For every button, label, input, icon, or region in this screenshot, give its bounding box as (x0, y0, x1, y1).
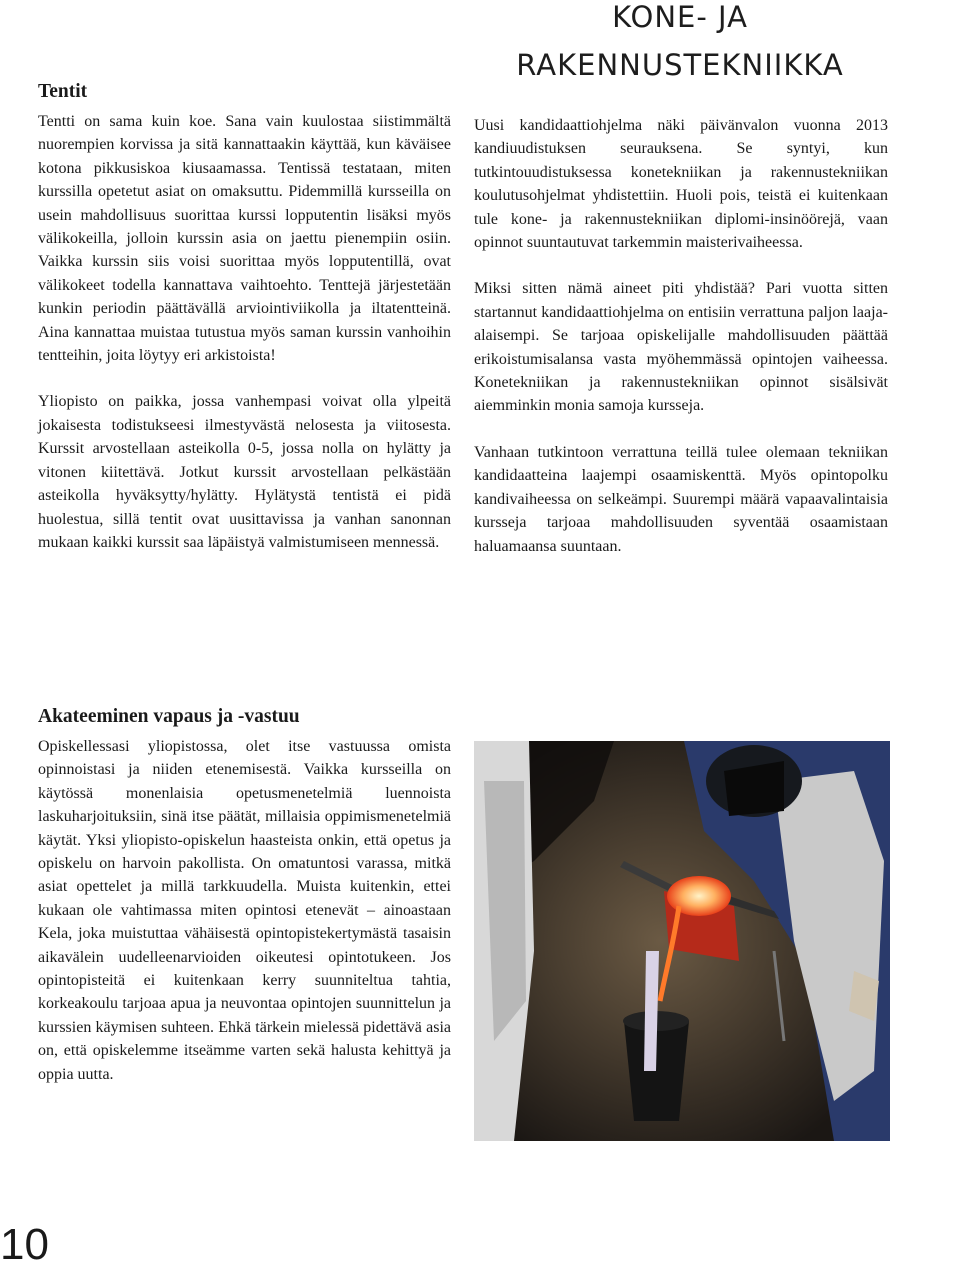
kone-paragraph-2: Miksi sitten nämä aineet piti yhdistää? Pari vuotta sitten startannut kandidaattiohjelma on entisiin verrattuna paljon laaja-alaisempi. Se tarjoaa opiskelijalle mahdollisuuden päättää erikoistumisalansa vasta myöhemmässä opintojen vaiheessa. Konetekniikan ja rakennustekniikan opinnot sisälsivät aiemminkin monia samoja kursseja. (474, 280, 888, 415)
kone-column (474, 114, 888, 558)
section-title-line1: KONE- JA (612, 0, 748, 34)
akateeminen-heading: Akateeminen vapaus ja -vastuu (38, 706, 300, 727)
foundry-illustration (474, 741, 890, 1141)
kone-paragraph-3: Vanhaan tutkintoon verrattuna teillä tulee olemaan tekniikan kandidaatteina laajempi osaamiskenttä. Myös opintopolku kandivaiheessa on selkeämpi. Suurempi määrä vapaavalintaisia kursseja tarjoaa mahdollisuuden syventää osaamistaan haluamaansa suuntaan. (474, 443, 888, 555)
kone-paragraph-1: Uusi kandidaattiohjelma näki päivänvalon vuonna 2013 kandiuudistuksen seurauksena. Se syntyi, kun tutkintouudistuksessa konetekniikan ja rakennustekniikan koulutusohjelmat yhdistettiin. Huoli pois, teistä ei kuitenkaan tule kone- ja rakennustekniikan diplomi-insinöörejä, vaan opinnot suuntautuvat tarkemmin maisterivaiheessa. (474, 117, 888, 252)
foundry-photo (474, 741, 890, 1141)
akateeminen-column (38, 705, 451, 1086)
tentit-paragraph-2: Yliopisto on paikka, jossa vanhempasi voivat olla ylpeitä jokaisesta todistukseesi ilmestyvästä nelosesta ja viitosesta. Kurssit arvostellaan asteikolla 0-5, jossa nolla on hylätty ja vitonen kiitettävä. Jotkut kurssit arvostellaan pelkästään asteikolla hyväksytty/hylätty. Hylätystä tentistä ei pidä huolestua, sillä tentit ovat uusittavissa ja vanhan sanonnan mukaan kaikki kurssit saa läpäistyä valmistumiseen mennessä. (38, 393, 451, 551)
tentit-column (38, 80, 451, 554)
tentit-paragraph-1: Tentti on sama kuin koe. Sana vain kuulostaa siistimmältä nuorempien korvissa ja sitä kannattaakin käyttää, kun käväisee kotona pikkusiskoa kiusaamassa. Tentissä testataan, miten kurssilla opetetut asiat on omaksuttu. Pidemmillä kursseilla on usein mahdollisuus suorittaa kurssi lopputentin lisäksi myös välikokeilla, jolloin kurssin asia on jaettu pienempiin osiin. Vaikka kurssin siis voisi suorittaa myös lopputentillä, ovat välikokeet todella kannattava vaihtoehto. Tenttejä järjestetään kunkin periodin päättävällä arviointiviikolla ja iltatentteinä. Aina kannattaa muistaa tutustua myös saman kurssin vanhoihin tentteihin, joita löytyy eri arkistoista! (38, 113, 451, 365)
akateeminen-paragraph: Opiskellessasi yliopistossa, olet itse vastuussa omista opinnoistasi ja niiden etenemisestä. Vaikka kursseilla on käytössä monenlaisia opetusmenetelmiä luennoista laskuharjoituksiin, sinä itse päätät, millaisia oppimismenetelmiä käytät. Yksi yliopisto-opiskelun haasteista onkin, että opetus ja opiskelu on harvoin pakollista. On omatuntosi varassa, mitkä asiat opettelet ja millä tarkkuudella. Muista kuitenkin, ettei kukaan ole vahtimassa miten opintosi etenevät – ainoastaan Kela, joka muistuttaa vähäisestä opintopistekertymästä tasaisin aikavälein uudelleenarvioiden oikeutesi opintotukeen. Jos opintopisteitä ei kuitenkaan kerry suunniteltua tahtia, korkeakoulu tarjoaa apua ja neuvontaa opintojen suunnittelun ja kurssien käymisen suhteen. Ehkä tärkein mielessä pidettävä asia on, että opiskelemme itseämme varten sekä halusta kehittyä ja oppia uutta. (38, 738, 451, 1083)
page-number: 10 (0, 1220, 49, 1269)
tentit-heading: Tentit (38, 81, 88, 102)
section-title-line2: RAKENNUSTEKNIIKKA (516, 48, 844, 82)
section-title (500, 0, 860, 89)
